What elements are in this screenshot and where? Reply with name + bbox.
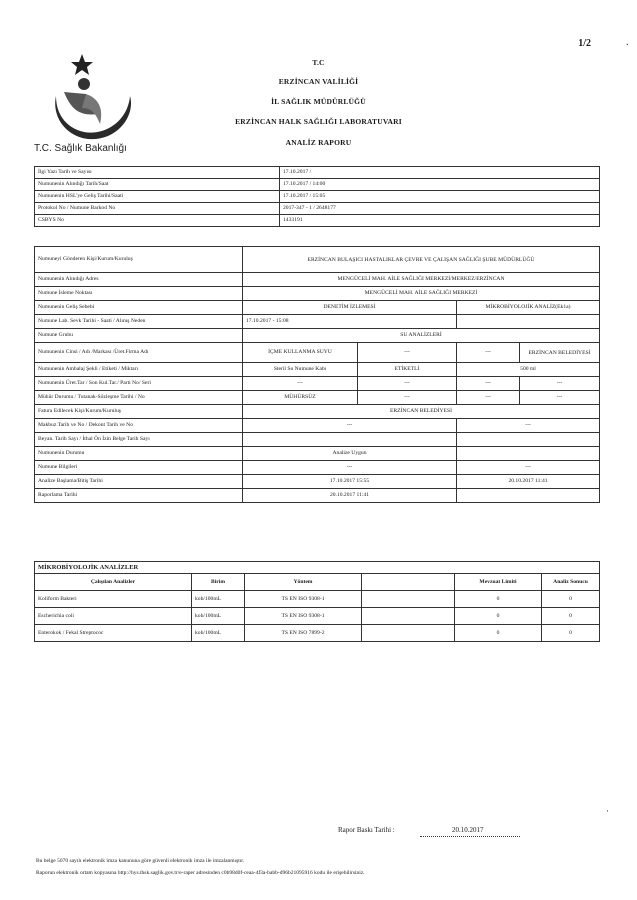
empty-cell xyxy=(362,625,455,642)
table-row xyxy=(35,608,600,625)
info-value: 17.10.2017 / xyxy=(280,167,600,179)
prod-value-3: --- xyxy=(457,377,520,391)
table-row xyxy=(35,315,600,329)
seal-value-4: --- xyxy=(520,391,600,405)
condition-empty xyxy=(457,447,600,461)
analysis-title: MİKROBİYOLOJİK ANALİZLER xyxy=(35,562,600,574)
info-label: Protokol No / Numune Barkod No xyxy=(35,203,280,215)
limit-cell: 0 xyxy=(455,608,542,625)
scan-mark: · xyxy=(606,806,609,816)
param-cell: Escherichia coli xyxy=(35,608,192,625)
table-row xyxy=(35,447,600,461)
result-cell: 0 xyxy=(542,625,600,642)
table-row xyxy=(35,343,600,363)
info-value: 2017-347 - 1 / 2648177 xyxy=(280,203,600,215)
report-value: 20.10.2017 11:41 xyxy=(243,489,457,503)
table-row xyxy=(35,215,600,227)
info-label: İlgi Yazı Tarih ve Sayısı xyxy=(35,167,280,179)
header-result: Analiz Sonucu xyxy=(542,574,600,591)
prod-value-2: --- xyxy=(358,377,457,391)
report-print-label: Rapor Baskı Tarihi : xyxy=(338,826,395,834)
pack-label: Numunenin Ambalaj Şekli / Etiketi / Miktarı xyxy=(35,363,243,377)
param-cell: Koliform Bakteri xyxy=(35,591,192,608)
ministry-caption: T.C. Sağlık Bakanlığı xyxy=(34,143,127,154)
table-row xyxy=(35,363,600,377)
table-row xyxy=(35,625,600,642)
method-cell: TS EN ISO 7899-2 xyxy=(245,625,362,642)
table-row xyxy=(35,247,600,273)
seal-value-3: --- xyxy=(457,391,520,405)
header-limit: Mevzuat Limiti xyxy=(455,574,542,591)
table-row xyxy=(35,167,600,179)
table-row xyxy=(35,287,600,301)
report-print-line xyxy=(420,836,520,837)
table-row xyxy=(35,591,600,608)
receipt-label: Makbuz Tarih ve No / Dekont Tarih ve No xyxy=(35,419,243,433)
point-value: MENGÜCELİ MAH. AİLE SAĞLIĞI MERKEZİ xyxy=(243,287,600,301)
type-value-3: --- xyxy=(457,343,520,363)
decl-label: Beyan. Tarih Sayı / İthal Ön İzin Belge Tarih Sayı xyxy=(35,433,243,447)
info-value: 17.10.2017 / 15:05 xyxy=(280,191,600,203)
type-label: Numunenin Cinsi / Adı /Markası /Üret.Firma Adı xyxy=(35,343,243,363)
table-row xyxy=(35,405,600,419)
invoice-value: ERZİNCAN BELEDİYESİ xyxy=(243,405,600,419)
group-label: Numune Grubu xyxy=(35,329,243,343)
sample-table xyxy=(34,246,600,503)
seal-value-1: MÜHÜRSÜZ xyxy=(243,391,358,405)
table-row xyxy=(35,461,600,475)
table-row xyxy=(35,489,600,503)
analysis-table xyxy=(34,561,600,642)
report-label: Raporlama Tarihi xyxy=(35,489,243,503)
header-directorate: İL SAĞLIK MÜDÜRLÜĞÜ xyxy=(271,97,366,106)
table-row xyxy=(35,329,600,343)
sample-info-value-1: --- xyxy=(243,461,457,475)
method-cell: TS EN ISO 9308-1 xyxy=(245,591,362,608)
table-row xyxy=(35,419,600,433)
param-cell: Enterokok / Fekal Streptococ xyxy=(35,625,192,642)
sender-value: ERZİNCAN BULAŞICI HASTALIKLAR ÇEVRE VE ÇALIŞAN SAĞLIĞI ŞUBE MÜDÜRLÜĞÜ xyxy=(243,247,600,273)
table-row xyxy=(35,273,600,287)
header-report-title: ANALİZ RAPORU xyxy=(285,138,352,147)
receipt-value-1: --- xyxy=(243,419,457,433)
prod-value-4: --- xyxy=(520,377,600,391)
unit-cell: kob/100mL xyxy=(192,625,245,642)
footer-verification-note: Raporun elektronik ortam kopyasına http://hys.thsk.saglik.gov.tr/e-raper adresinden c0b98d0f-ceaa-4f3a-babb-d96b21095916 kodu ile erişebilirsiniz. xyxy=(36,870,365,876)
condition-value: Analize Uygun xyxy=(243,447,457,461)
decl-value-2 xyxy=(457,433,600,447)
empty-cell xyxy=(362,591,455,608)
sample-info-value-2: --- xyxy=(457,461,600,475)
reason-value-2: MİKROBİYOLOJİK ANALİZ(Ek1a) xyxy=(457,301,600,315)
table-row xyxy=(35,433,600,447)
report-empty xyxy=(457,489,600,503)
condition-label: Numunenin Durumu xyxy=(35,447,243,461)
method-cell: TS EN ISO 9308-1 xyxy=(245,608,362,625)
type-value-1: İÇME KULLANMA SUYU xyxy=(243,343,358,363)
result-cell: 0 xyxy=(542,591,600,608)
decl-value-1 xyxy=(243,433,457,447)
point-label: Numune İsleme Noktası xyxy=(35,287,243,301)
header-param: Çalışılan Analizler xyxy=(35,574,192,591)
info-value: 17.10.2017 / 14:00 xyxy=(280,179,600,191)
start-label: Analize Başlama/Bitiş Tarihi xyxy=(35,475,243,489)
footer-signature-note: Bu belge 5070 sayılı elektronik imza kanununa göre güvenli elektronik imza ile imzalanmıştır. xyxy=(36,858,245,864)
invoice-label: Fatura Edilecek Kişi/Kurum/Kuruluş xyxy=(35,405,243,419)
unit-cell: kob/100mL xyxy=(192,591,245,608)
page-number: 1/2 xyxy=(578,38,591,49)
reason-value-1: DENETİM İZLEMESİ xyxy=(243,301,457,315)
limit-cell: 0 xyxy=(455,591,542,608)
sender-label: Numuneyi Gönderen Kişi/Kurum/Kuruluş xyxy=(35,247,243,273)
header-unit: Birim xyxy=(192,574,245,591)
prod-value-1: --- xyxy=(243,377,358,391)
receipt-value-2: --- xyxy=(457,419,600,433)
pack-value-2: ETİKETLİ xyxy=(358,363,457,377)
reason-label: Numunenin Geliş Sebebi xyxy=(35,301,243,315)
table-row xyxy=(35,179,600,191)
lab-empty xyxy=(457,315,600,329)
header-tc: T.C xyxy=(312,58,325,67)
info-label: Numunenin Alındığı Tarih/Saat xyxy=(35,179,280,191)
seal-label: Mühür Durumu / Tutanak-Sözleşme Tarihi / No xyxy=(35,391,243,405)
info-value: 1433191 xyxy=(280,215,600,227)
table-row xyxy=(35,391,600,405)
type-value-2: --- xyxy=(358,343,457,363)
address-value: MENGÜCELİ MAH. AİLE SAĞLIĞI MERKEZİ/MERKEZ/ERZİNCAN xyxy=(243,273,600,287)
table-row xyxy=(35,475,600,489)
limit-cell: 0 xyxy=(455,625,542,642)
result-cell: 0 xyxy=(542,608,600,625)
prod-label: Numunenin Üret.Tar / Son Kul.Tar./ Parti No/ Seri xyxy=(35,377,243,391)
sample-info-label: Numune Bilgileri xyxy=(35,461,243,475)
unit-cell: kob/100mL xyxy=(192,608,245,625)
table-row xyxy=(35,301,600,315)
type-value-4: ERZİNCAN BELEDİYESİ xyxy=(520,343,600,363)
end-value: 20.10.2017 11:41 xyxy=(457,475,600,489)
table-row xyxy=(35,562,600,574)
info-label: CSBYS No xyxy=(35,215,280,227)
seal-value-2: --- xyxy=(358,391,457,405)
table-row xyxy=(35,203,600,215)
table-row xyxy=(35,377,600,391)
info-label: Numunenin HSL'ye Geliş Tarihi/Saati xyxy=(35,191,280,203)
group-value: SU ANALİZLERİ xyxy=(243,329,600,343)
header-laboratory: ERZİNCAN HALK SAĞLIĞI LABORATUVARI xyxy=(235,117,402,126)
start-value: 17.10.2017 15:55 xyxy=(243,475,457,489)
lab-value: 17.10.2017 - 15:08 xyxy=(243,315,457,329)
corner-mark: · xyxy=(625,40,629,51)
lab-label: Numune Lab. Sevk Tarihi - Saati / Alınış Neden xyxy=(35,315,243,329)
address-label: Numunenin Alındığı Adres xyxy=(35,273,243,287)
pack-value-3: 500 ml xyxy=(457,363,600,377)
header-governorship: ERZİNCAN VALİLİĞİ xyxy=(278,77,359,86)
pack-value-1: Steril Su Numune Kabı xyxy=(243,363,358,377)
report-print-value: 20.10.2017 xyxy=(452,826,484,834)
info-table xyxy=(34,166,600,227)
table-row xyxy=(35,191,600,203)
header-method: Yöntem xyxy=(245,574,362,591)
header-empty xyxy=(362,574,455,591)
empty-cell xyxy=(362,608,455,625)
table-row xyxy=(35,574,600,591)
